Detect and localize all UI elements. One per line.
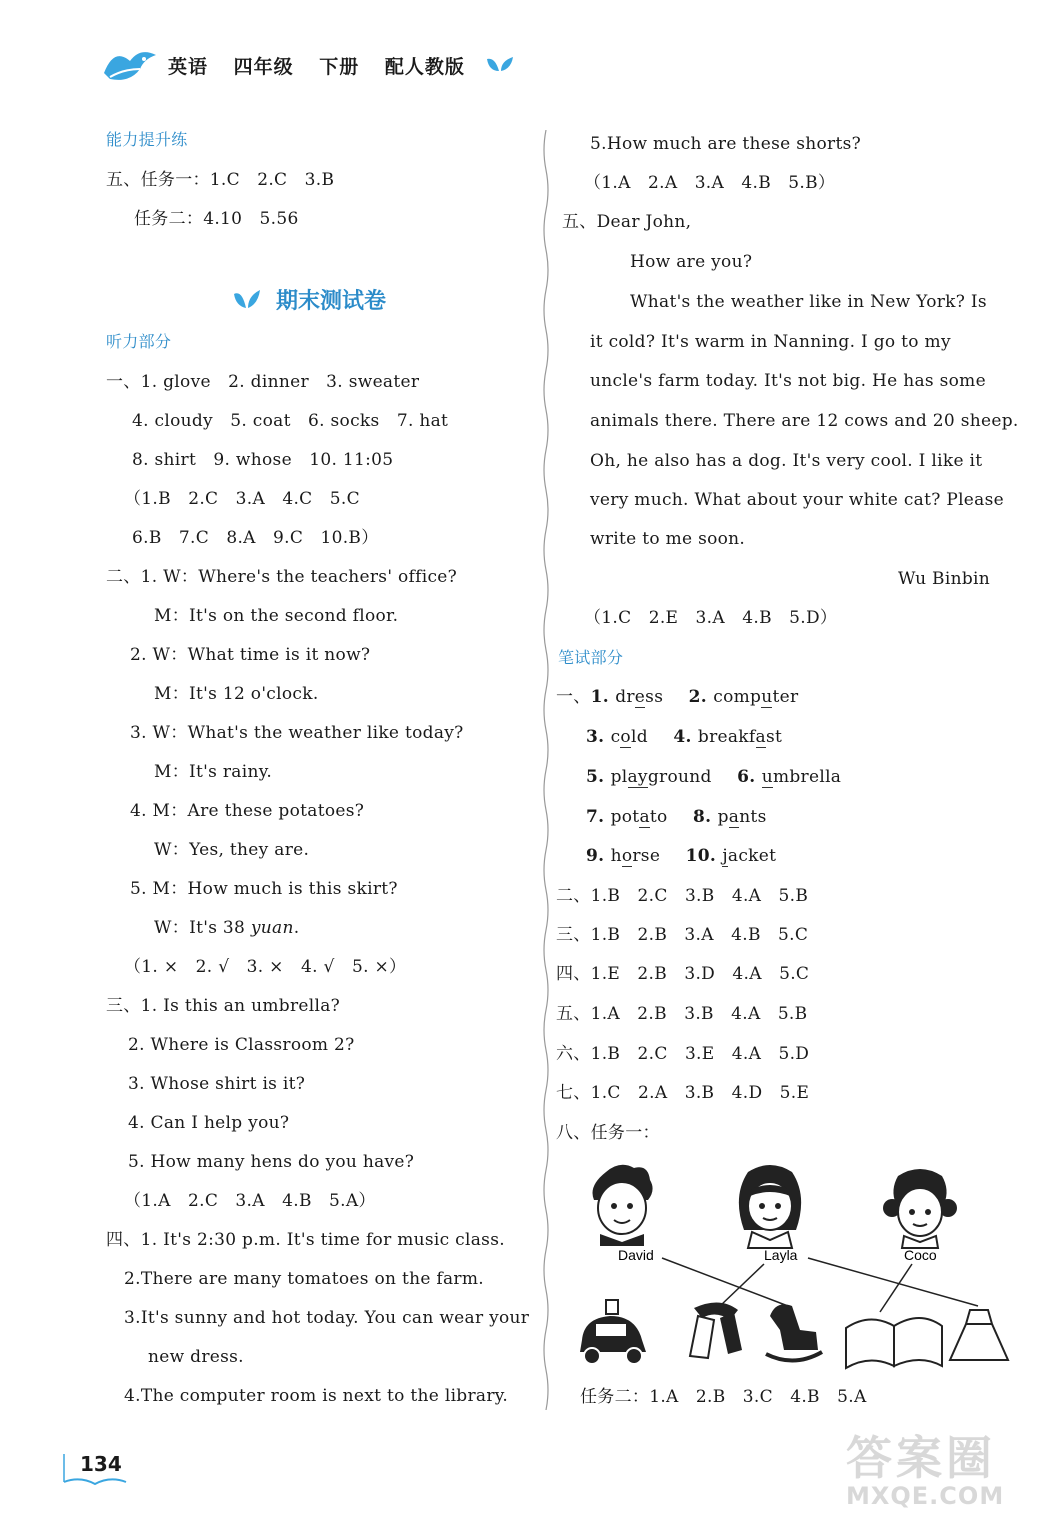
word-part: pot xyxy=(610,807,640,827)
sentence-line: 2.There are many tomatoes on the farm. xyxy=(124,1269,484,1289)
word-part: p xyxy=(717,807,729,827)
word-row xyxy=(586,806,767,828)
answer-line: 四、1.E 2.B 3.D 4.A 5.C xyxy=(556,964,810,984)
answer-line: 六、1.B 2.C 3.E 4.A 5.D xyxy=(556,1044,810,1064)
answer-line: （1. × 2. √ 3. × 4. √ 5. ×） xyxy=(124,957,407,977)
dialogue-line: M：It's rainy. xyxy=(154,762,273,782)
answer-line: 任务二：1.A 2.B 3.C 4.B 5.A xyxy=(580,1387,867,1407)
item-number: 5. xyxy=(586,767,611,787)
answer-line: 4. cloudy 5. coat 6. socks 7. hat xyxy=(132,411,449,431)
word-part: ground xyxy=(647,767,712,787)
letter-line: Oh, he also has a dog. It's very cool. I like it xyxy=(590,451,983,471)
word-part: ss xyxy=(645,687,664,707)
watermark-text: 答案圈 xyxy=(846,1431,996,1485)
boy-david-icon xyxy=(593,1165,653,1246)
dialogue-text: W：It's 38 xyxy=(154,918,251,938)
match-line xyxy=(720,1264,764,1306)
matching-illustration xyxy=(570,1160,1010,1370)
letter-line: very much. What about your white cat? Please xyxy=(590,490,1004,510)
letter-signature: Wu Binbin xyxy=(898,569,990,589)
answer-line: 任务二：4.10 5.56 xyxy=(134,209,299,229)
answer-line: （1.A 2.A 3.A 4.B 5.B） xyxy=(584,173,836,193)
word-row xyxy=(586,845,776,867)
girl-layla-icon xyxy=(739,1165,801,1248)
watermark xyxy=(846,1422,1004,1510)
dialogue-line: 3. W：What's the weather like today? xyxy=(130,723,464,743)
letter-line: animals there. There are 12 cows and 20 sheep. xyxy=(590,411,1019,431)
girl-coco-icon xyxy=(883,1169,957,1248)
dialogue-line: 2. W：What time is it now? xyxy=(130,645,371,665)
question-line: 3. Whose shirt is it? xyxy=(128,1074,306,1094)
word-part: comp xyxy=(713,687,762,707)
word-part: dr xyxy=(615,687,635,707)
item-number: 2. xyxy=(688,687,714,707)
toy-car-icon xyxy=(580,1300,646,1364)
header-subject: 英语 xyxy=(168,55,209,78)
item-number: 9. xyxy=(586,846,611,866)
answer-line: 8. shirt 9. whose 10. 11:05 xyxy=(132,450,394,470)
answer-line: 五、1.A 2.B 3.B 4.A 5.B xyxy=(556,1004,808,1024)
underlined-letters: ay xyxy=(627,767,648,787)
answer-line: 二、1.B 2.C 3.B 4.A 5.B xyxy=(556,886,809,906)
section-listening: 听力部分 xyxy=(106,332,172,351)
answer-line: 七、1.C 2.A 3.B 4.D 5.E xyxy=(556,1083,810,1103)
section-ability: 能力提升练 xyxy=(106,130,188,149)
letter-line: it cold? It's warm in Nanning. I go to my xyxy=(590,332,951,352)
header-text xyxy=(168,52,483,79)
answer-line: 一、1. glove 2. dinner 3. sweater xyxy=(106,372,420,392)
word-row xyxy=(556,686,798,708)
underlined-letters: a xyxy=(755,727,766,747)
answer-line: 6.B 7.C 8.A 9.C 10.B） xyxy=(132,528,379,548)
item-number: 8. xyxy=(692,807,718,827)
word-part: pl xyxy=(610,767,628,787)
item-number: 6. xyxy=(737,767,762,787)
letter-line: What's the weather like in New York? Is xyxy=(630,292,987,312)
underlined-letters: u xyxy=(761,767,773,787)
header-volume: 下册 xyxy=(319,55,360,78)
page-header xyxy=(100,40,515,90)
letter-line: write to me soon. xyxy=(590,529,746,549)
letter-line: How are you? xyxy=(630,252,753,272)
word-part: nts xyxy=(739,807,767,827)
name-coco: Coco xyxy=(904,1247,937,1263)
item-number: 10. xyxy=(685,846,723,866)
book-icon xyxy=(846,1318,942,1368)
dialogue-line: M：It's 12 o'clock. xyxy=(154,684,319,704)
underlined-letters: a xyxy=(728,807,740,827)
name-layla: Layla xyxy=(764,1247,798,1263)
dialogue-line: W：Yes, they are. xyxy=(154,840,310,860)
word-part: breakf xyxy=(697,727,756,747)
item-number: 4. xyxy=(673,727,698,747)
header-grade: 四年级 xyxy=(233,55,294,78)
match-line xyxy=(808,1258,978,1306)
page-number xyxy=(62,1452,128,1492)
dialogue-period: . xyxy=(293,918,300,938)
word-part: ld xyxy=(630,727,648,747)
dress-icon xyxy=(950,1310,1008,1360)
word-part: acket xyxy=(727,846,777,866)
exam-title xyxy=(232,284,386,315)
word-part: c xyxy=(610,727,621,747)
match-line xyxy=(880,1264,912,1312)
dialogue-line: 4. M：Are these potatoes? xyxy=(130,801,365,821)
sentence-line: 4.The computer room is next to the library. xyxy=(124,1386,509,1406)
question-line: 5.How much are these shorts? xyxy=(590,134,862,154)
answer-line: （1.C 2.E 3.A 4.B 5.D） xyxy=(584,608,838,628)
word-part: rse xyxy=(632,846,661,866)
dialogue-line: 5. M：How much is this skirt? xyxy=(130,879,398,899)
column-divider xyxy=(540,130,552,1410)
question-line: 5. How many hens do you have? xyxy=(128,1152,415,1172)
underlined-letters: a xyxy=(639,807,650,827)
answer-line: 八、任务一： xyxy=(556,1123,660,1143)
question-line: 三、1. Is this an umbrella? xyxy=(106,996,341,1016)
word-part: mbrella xyxy=(772,767,842,787)
word-part: ter xyxy=(772,687,799,707)
leaf-icon xyxy=(232,288,262,312)
exam-title-text: 期末测试卷 xyxy=(276,289,387,314)
underlined-letters: o xyxy=(621,846,633,866)
word-part: h xyxy=(610,846,622,866)
item-number: 7. xyxy=(586,807,611,827)
dialogue-line xyxy=(154,917,299,939)
question-line: 4. Can I help you? xyxy=(128,1113,290,1133)
item-number: 1. xyxy=(590,687,616,707)
underlined-letters: o xyxy=(620,727,631,747)
scarf-icon xyxy=(690,1302,742,1358)
dialogue-italic: yuan xyxy=(250,918,294,938)
answer-line: 五、任务一：1.C 2.C 3.B xyxy=(106,170,335,190)
sentence-line: 3.It's sunny and hot today. You can wear your xyxy=(124,1308,530,1328)
letter-line: uncle's farm today. It's not big. He has some xyxy=(590,371,986,391)
question-number: 一、 xyxy=(556,687,591,707)
dialogue-line: M：It's on the second floor. xyxy=(154,606,399,626)
rocking-horse-icon xyxy=(766,1304,822,1360)
watermark-url: MXQE.COM xyxy=(846,1482,1005,1510)
bird-logo-icon xyxy=(100,43,160,87)
answer-line: （1.A 2.C 3.A 4.B 5.A） xyxy=(124,1191,376,1211)
match-line xyxy=(662,1258,788,1306)
answer-line: （1.B 2.C 3.A 4.C 5.C xyxy=(124,489,360,509)
item-number: 3. xyxy=(586,727,611,747)
sentence-line: new dress. xyxy=(148,1347,244,1367)
leaf-icon xyxy=(485,55,515,75)
word-row xyxy=(586,766,841,788)
underlined-letters: e xyxy=(634,687,646,707)
word-part: to xyxy=(649,807,668,827)
word-part: st xyxy=(765,727,783,747)
letter-line: 五、Dear John, xyxy=(562,212,692,232)
sentence-line: 四、1. It's 2:30 p.m. It's time for music class. xyxy=(106,1230,505,1250)
underlined-letters: j xyxy=(722,846,728,866)
name-david: David xyxy=(618,1247,654,1263)
question-line: 2. Where is Classroom 2? xyxy=(128,1035,355,1055)
dialogue-line: 二、1. W：Where's the teachers' office? xyxy=(106,567,458,587)
header-edition: 配人教版 xyxy=(384,55,465,78)
answer-line: 三、1.B 2.B 3.A 4.B 5.C xyxy=(556,925,809,945)
underlined-letters: u xyxy=(761,687,773,707)
page-number-text: 134 xyxy=(80,1452,122,1476)
section-written: 笔试部分 xyxy=(558,648,624,667)
word-row xyxy=(586,726,782,748)
